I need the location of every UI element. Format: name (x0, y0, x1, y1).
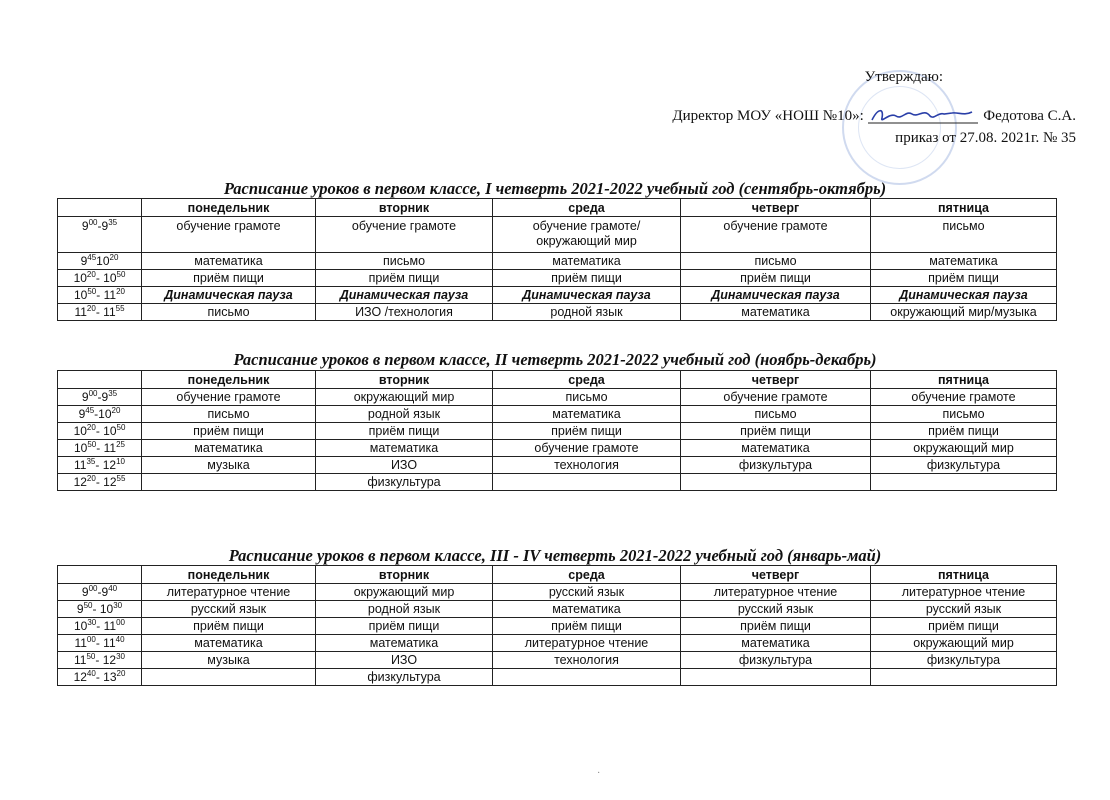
lesson-cell: русский язык (142, 601, 316, 618)
lesson-cell: окружающий мир/музыка (871, 304, 1057, 321)
time-end: 12 (103, 475, 117, 489)
lesson-cell: литературное чтение (681, 584, 871, 601)
lesson-cell: родной язык (493, 304, 681, 321)
time-start: 10 (74, 441, 88, 455)
lesson-cell: приём пищи (142, 270, 316, 287)
time-slot (58, 304, 142, 321)
time-start-sup: 20 (86, 304, 96, 313)
day-header-3: четверг (681, 371, 871, 389)
time-start-sup: 20 (86, 474, 96, 483)
lesson-cell: технология (493, 652, 681, 669)
lesson-cell: ИЗО /технология (316, 304, 493, 321)
lesson-cell: окружающий мир (316, 584, 493, 601)
time-start-sup: 20 (86, 270, 96, 279)
time-slot (58, 440, 142, 457)
time-end-sup: 50 (116, 423, 126, 432)
lesson-cell: литературное чтение (493, 635, 681, 652)
lesson-row (58, 584, 1057, 601)
time-end-sup: 55 (116, 474, 126, 483)
time-sep: - (95, 305, 104, 319)
lesson-cell: приём пищи (681, 270, 871, 287)
day-header-4: пятница (871, 371, 1057, 389)
time-sep: - (95, 475, 104, 489)
lesson-row (58, 304, 1057, 321)
lesson-cell: окружающий мир (871, 440, 1057, 457)
lesson-cell: письмо (681, 406, 871, 423)
time-start-sup: 50 (83, 601, 93, 610)
lesson-cell: математика (681, 304, 871, 321)
lesson-cell: физкультура (681, 457, 871, 474)
header-row (58, 566, 1057, 584)
lesson-cell: письмо (142, 406, 316, 423)
day-header-4: пятница (871, 566, 1057, 584)
time-end-sup: 35 (108, 389, 118, 398)
time-slot (58, 652, 142, 669)
lesson-cell: приём пищи (316, 618, 493, 635)
director-line (556, 105, 1076, 127)
page-mark: · (597, 768, 601, 779)
lesson-cell: ИЗО (316, 652, 493, 669)
lesson-cell: окружающий мир (871, 635, 1057, 652)
signature-icon (868, 108, 980, 126)
lesson-cell: приём пищи (681, 423, 871, 440)
time-slot (58, 217, 142, 253)
time-start-sup: 35 (86, 457, 96, 466)
time-sep: - (95, 670, 104, 684)
lesson-row (58, 601, 1057, 618)
schedule-title-q3-q4: Расписание уроков в первом классе, III - IV четверть 2021-2022 учебный год (январь-май) (228, 546, 882, 565)
time-end: 13 (103, 670, 117, 684)
time-end: 9 (101, 390, 109, 404)
lesson-cell: приём пищи (871, 270, 1057, 287)
time-end: 9 (101, 585, 109, 599)
lesson-row (58, 457, 1057, 474)
time-start-sup: 50 (87, 287, 97, 296)
time-end-sup: 20 (116, 669, 126, 678)
time-start-sup: 45 (85, 406, 95, 415)
time-start: 9 (76, 602, 84, 616)
time-sep: - (97, 219, 102, 233)
time-sep: - (96, 441, 104, 455)
time-sep: - (95, 458, 103, 472)
time-sep: - (96, 619, 104, 633)
lesson-cell: Динамическая пауза (493, 287, 681, 304)
time-sep: - (97, 585, 102, 599)
time-header (58, 566, 142, 584)
lesson-cell: Динамическая пауза (871, 287, 1057, 304)
lesson-cell: физкультура (871, 457, 1057, 474)
lesson-cell: обучение грамоте (871, 389, 1057, 406)
lesson-cell: литературное чтение (142, 584, 316, 601)
lesson-cell: обучение грамоте/ окружающий мир (493, 217, 681, 253)
time-start: 11 (74, 458, 87, 472)
time-slot (58, 423, 142, 440)
lesson-row (58, 406, 1057, 423)
lesson-cell: письмо (142, 304, 316, 321)
lesson-cell: технология (493, 457, 681, 474)
time-end-sup: 50 (116, 270, 126, 279)
lesson-cell: письмо (871, 406, 1057, 423)
lesson-row (58, 440, 1057, 457)
lesson-cell: математика (871, 253, 1057, 270)
time-end: 11 (103, 636, 116, 650)
time-sep: - (92, 602, 100, 616)
lesson-cell: обучение грамоте (493, 440, 681, 457)
time-end: 10 (103, 271, 117, 285)
lesson-cell: Динамическая пауза (142, 287, 316, 304)
director-label: Директор МОУ «НОШ №10»: (672, 108, 864, 124)
lesson-cell: приём пищи (142, 618, 316, 635)
lesson-cell: математика (493, 253, 681, 270)
schedule-title-q2: Расписание уроков в первом классе, II четверть 2021-2022 учебный год (ноябрь-декабрь) (233, 350, 877, 369)
day-header-3: четверг (681, 199, 871, 217)
time-start: 11 (74, 305, 87, 319)
lesson-cell: приём пищи (316, 423, 493, 440)
time-end-sup: 10 (116, 457, 125, 466)
time-slot (58, 270, 142, 287)
lesson-cell (493, 474, 681, 491)
time-start: 9 (81, 390, 89, 404)
lesson-cell (681, 474, 871, 491)
lesson-cell: математика (142, 440, 316, 457)
lesson-cell: приём пищи (681, 618, 871, 635)
day-header-0: понедельник (142, 566, 316, 584)
lesson-cell: письмо (316, 253, 493, 270)
lesson-cell (493, 669, 681, 686)
lesson-cell: родной язык (316, 601, 493, 618)
lesson-cell: физкультура (871, 652, 1057, 669)
time-start: 9 (78, 407, 86, 421)
time-slot (58, 584, 142, 601)
time-slot (58, 474, 142, 491)
time-header (58, 371, 142, 389)
time-end: 11 (103, 441, 117, 455)
time-start: 11 (74, 653, 87, 667)
director-name: Федотова С.А. (983, 108, 1076, 124)
time-end: 11 (103, 305, 116, 319)
day-header-2: среда (493, 566, 681, 584)
lesson-cell: математика (681, 635, 871, 652)
time-start: 12 (73, 670, 87, 684)
time-end: 12 (102, 458, 117, 472)
day-header-3: четверг (681, 566, 871, 584)
lesson-cell: приём пищи (493, 270, 681, 287)
lesson-cell: русский язык (681, 601, 871, 618)
time-sep: - (95, 636, 104, 650)
time-start-sup: 00 (86, 635, 96, 644)
time-start-sup: 45 (87, 253, 97, 262)
time-slot (58, 406, 142, 423)
time-start: 12 (73, 475, 87, 489)
time-end-sup: 40 (108, 584, 118, 593)
lesson-cell: приём пищи (871, 423, 1057, 440)
lesson-cell: музыка (142, 652, 316, 669)
time-start: 10 (73, 424, 87, 438)
lesson-cell: математика (493, 406, 681, 423)
lesson-cell: окружающий мир (316, 389, 493, 406)
lesson-cell: Динамическая пауза (316, 287, 493, 304)
lesson-cell: приём пищи (871, 618, 1057, 635)
time-start-sup: 50 (87, 440, 97, 449)
time-end: 12 (102, 653, 117, 667)
time-start: 9 (80, 254, 88, 268)
day-header-0: понедельник (142, 371, 316, 389)
lesson-cell: письмо (681, 253, 871, 270)
lesson-cell: математика (681, 440, 871, 457)
lesson-row (58, 474, 1057, 491)
lesson-cell: письмо (493, 389, 681, 406)
lesson-cell: физкультура (316, 474, 493, 491)
lesson-cell: математика (142, 253, 316, 270)
lesson-cell: математика (316, 635, 493, 652)
time-sep: - (96, 288, 104, 302)
time-end: 10 (103, 424, 117, 438)
lesson-cell: математика (316, 440, 493, 457)
lesson-row (58, 423, 1057, 440)
lesson-row (58, 618, 1057, 635)
lesson-row (58, 652, 1057, 669)
lesson-cell (681, 669, 871, 686)
time-start: 10 (74, 288, 88, 302)
time-start-sup: 00 (88, 584, 98, 593)
time-end-sup: 25 (116, 440, 125, 449)
time-start-sup: 50 (86, 652, 96, 661)
time-end-sup: 40 (115, 635, 125, 644)
lesson-row (58, 253, 1057, 270)
lesson-cell: русский язык (871, 601, 1057, 618)
time-start-sup: 00 (88, 218, 98, 227)
time-sep: - (95, 271, 104, 285)
lesson-row (58, 270, 1057, 287)
lesson-cell: русский язык (493, 584, 681, 601)
lesson-row (58, 389, 1057, 406)
lesson-cell: обучение грамоте (316, 217, 493, 253)
day-header-2: среда (493, 371, 681, 389)
time-end-sup: 20 (111, 406, 121, 415)
lesson-row (58, 669, 1057, 686)
lesson-cell (871, 474, 1057, 491)
time-sep: - (97, 390, 102, 404)
lesson-cell: ИЗО (316, 457, 493, 474)
time-end-sup: 35 (108, 218, 118, 227)
time-slot (58, 618, 142, 635)
time-end-sup: 00 (116, 618, 125, 627)
day-header-4: пятница (871, 199, 1057, 217)
time-end-sup: 30 (116, 652, 125, 661)
time-header (58, 199, 142, 217)
time-end-sup: 55 (115, 304, 125, 313)
time-start-sup: 30 (87, 618, 97, 627)
schedule-table-q2 (57, 370, 1057, 491)
lesson-cell: письмо (871, 217, 1057, 253)
schedule-table-q3-q4 (57, 565, 1057, 686)
lesson-cell: музыка (142, 457, 316, 474)
time-end-sup: 20 (109, 253, 119, 262)
schedule-table-q1 (57, 198, 1057, 321)
time-end: 9 (101, 219, 109, 233)
time-slot (58, 457, 142, 474)
time-slot (58, 253, 142, 270)
time-sep: - (94, 407, 99, 421)
lesson-cell: приём пищи (493, 618, 681, 635)
time-end-sup: 20 (116, 287, 125, 296)
lesson-cell: обучение грамоте (681, 217, 871, 253)
time-start-sup: 00 (88, 389, 98, 398)
time-sep: - (95, 653, 103, 667)
lesson-cell: Динамическая пауза (681, 287, 871, 304)
time-slot (58, 601, 142, 618)
day-header-0: понедельник (142, 199, 316, 217)
lesson-row (58, 217, 1057, 253)
lesson-cell: физкультура (681, 652, 871, 669)
lesson-cell: приём пищи (493, 423, 681, 440)
approval-heading: Утверждаю: (864, 69, 943, 85)
time-end: 10 (98, 407, 112, 421)
header-row (58, 199, 1057, 217)
time-end: 10 (96, 254, 110, 268)
day-header-1: вторник (316, 199, 493, 217)
order-line: приказ от 27.08. 2021г. № 35 (895, 130, 1076, 146)
time-start: 9 (81, 219, 89, 233)
lesson-cell: приём пищи (142, 423, 316, 440)
time-sep: - (95, 424, 104, 438)
lesson-cell: приём пищи (316, 270, 493, 287)
lesson-row (58, 635, 1057, 652)
lesson-cell: обучение грамоте (142, 217, 316, 253)
time-start: 10 (74, 619, 88, 633)
day-header-1: вторник (316, 566, 493, 584)
time-start-sup: 40 (86, 669, 96, 678)
time-end: 10 (99, 602, 114, 616)
lesson-cell: родной язык (316, 406, 493, 423)
time-end: 11 (103, 619, 117, 633)
lesson-cell: математика (493, 601, 681, 618)
lesson-cell (871, 669, 1057, 686)
time-slot (58, 635, 142, 652)
lesson-cell: обучение грамоте (681, 389, 871, 406)
lesson-cell: математика (142, 635, 316, 652)
lesson-cell: литературное чтение (871, 584, 1057, 601)
day-header-2: среда (493, 199, 681, 217)
lesson-cell (142, 474, 316, 491)
day-header-1: вторник (316, 371, 493, 389)
time-start: 10 (73, 271, 87, 285)
lesson-cell (142, 669, 316, 686)
time-end: 11 (103, 288, 117, 302)
time-end-sup: 30 (113, 601, 123, 610)
time-slot (58, 389, 142, 406)
time-slot (58, 669, 142, 686)
lesson-cell: физкультура (316, 669, 493, 686)
time-slot (58, 287, 142, 304)
time-start: 11 (74, 636, 87, 650)
lesson-row (58, 287, 1057, 304)
schedule-title-q1: Расписание уроков в первом классе, I четверть 2021-2022 учебный год (сентябрь-октябрь) (223, 179, 887, 198)
lesson-cell: обучение грамоте (142, 389, 316, 406)
time-start-sup: 20 (86, 423, 96, 432)
header-row (58, 371, 1057, 389)
approval-block (556, 66, 1076, 149)
time-start: 9 (81, 585, 89, 599)
